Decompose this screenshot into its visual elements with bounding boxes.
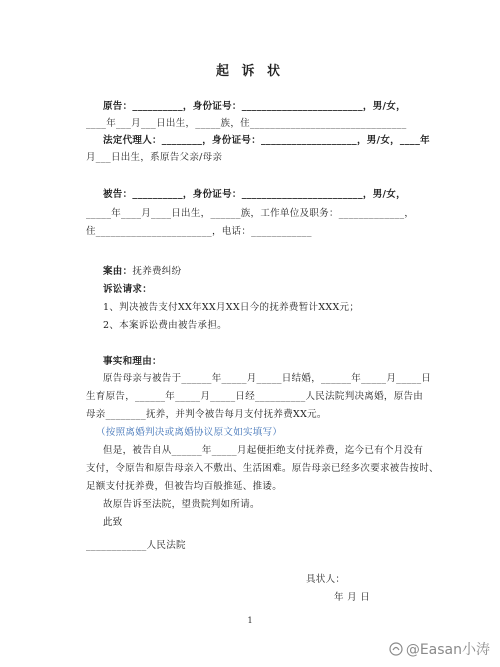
facts-p3: 故原告诉至法院，望贵院判如所请。 <box>103 499 260 510</box>
case-reason-label: 案由： <box>103 266 133 277</box>
plaintiff-line-1: 原告：__________，身份证号：________________________，男/女， <box>103 101 406 112</box>
agent-line-1: 法定代理人：________，身份证号：___________________，男/女，____年 <box>103 135 430 146</box>
facts-p2-line-1: 但是，被告自从______年_____月起便拒绝支付抚养费，迄今已有个月没有 <box>103 445 424 456</box>
defendant-line-1: 被告：__________，身份证号：________________________，男/女， <box>103 189 406 200</box>
case-reason-value: 抚养费纠纷 <box>132 266 182 277</box>
facts-p1-line-2: 生育原告，______年_____月_____日经__________人民法院判决离婚，原告由 <box>86 391 424 402</box>
closing: 此致 <box>103 517 123 528</box>
facts-heading: 事实和理由： <box>103 356 162 367</box>
facts-note: （按照离婚判决或离婚协议原文如实填写） <box>96 427 283 438</box>
claim-item-1: 1、判决被告支付XX年XX月XX日今的抚养费暂计XXX元； <box>103 302 360 313</box>
page-number: 1 <box>247 616 253 625</box>
case-reason <box>103 266 181 278</box>
court-line: ____________人民法院 <box>86 540 186 551</box>
facts-p1-line-1: 原告母亲与被告于______年_____月_____日结婚，______年_____月_____日 <box>103 373 432 384</box>
facts-p2-line-3: 足额支付抚养费，但被告均百般推延、推诿。 <box>86 481 283 492</box>
signature-label: 具状人： <box>306 574 346 585</box>
facts-p2-line-2: 支付，令原告和原告母亲入不敷出、生活困难。原告母亲已经多次要求被告按时、 <box>86 463 439 474</box>
watermark-text: @Easan小涛 <box>405 642 490 658</box>
facts-p1-line-3: 母亲________抚养，并判令被告每月支付抚养费XX元。 <box>86 409 327 420</box>
document-title: 起 诉 状 <box>215 64 285 79</box>
plaintiff-line-2: ____年___月___日出生，_____族，住_______________________________ <box>86 118 407 129</box>
watermark <box>389 639 490 659</box>
agent-line-2: 月___日出生，系原告父亲/母亲 <box>86 152 223 163</box>
defendant-line-3: 住_______________________，电话：____________ <box>86 226 312 237</box>
claims-heading: 诉讼请求： <box>103 284 153 295</box>
signature-date: 年 月 日 <box>334 592 371 603</box>
defendant-line-2: _____年____月____日出生，______族，工作单位及职务：_____________， <box>86 208 415 219</box>
claim-item-2: 2、本案诉讼费由被告承担。 <box>103 320 227 331</box>
watermark-icon <box>389 642 403 656</box>
